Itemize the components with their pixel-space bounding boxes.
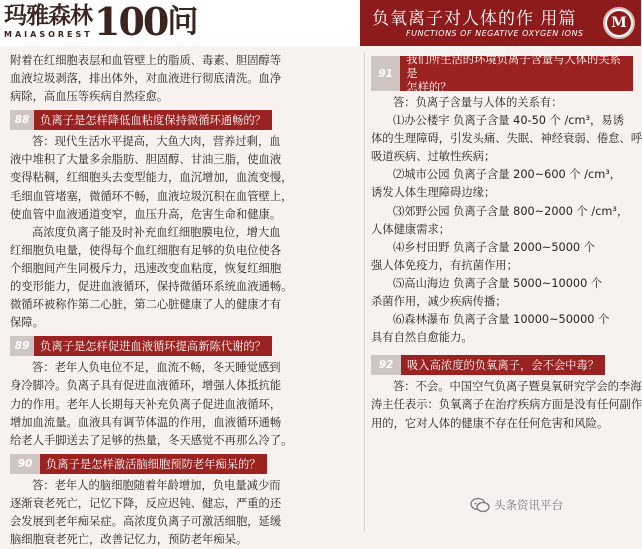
answer-90 [10,477,282,549]
answer-88 [10,133,293,332]
list-item: ⑴办公楼宇 负离子含量 40-50 个 /cm³，易诱 [393,114,624,128]
question-title [400,52,633,94]
list-item: ⑷乡村田野 负离子含量 2000~5000 个 [393,240,596,254]
logo-letter: M [607,11,631,35]
question-title: 负离子是怎样促进血液循环提高新陈代谢的？ [34,336,272,356]
text-line: 答：现代生活水平提高，大鱼大肉，营养过剩，血 [32,135,281,149]
question-title: 负离子是怎样激活脑细胞预防老年痴呆的？ [40,454,267,474]
text-line: 的变形能力，促进血液循环，保持微循环系统血液通畅。 [10,280,293,294]
header-banner [0,0,641,46]
text-line: 给老人手脚送去了足够的热量，冬天感觉不再那么冷了。 [10,433,293,447]
text-line: 使血管中血液通道变窄，血压升高，危害生命和健康。 [10,207,282,221]
text-line: 吸道疾病、过敏性疾病； [371,150,496,164]
text-line: 答：老年人的脑细胞随着年龄增加，负电量减少而 [32,478,281,492]
m-logo-icon [603,7,635,39]
text-line: 身冷脚冷。负离子具有促进血液循环，增强人体抵抗能 [10,379,282,393]
section-subtitle: FUNCTIONS OF NEGATIVE OXYGEN IONS [406,29,584,38]
source-watermark [470,497,563,513]
list-item: ⑵城市公园 负离子含量 200~600 个 /cm³， [393,168,622,182]
text-line: 强人体免疫力，有抗菌作用； [371,258,518,272]
text-line: 病除，高血压等疾病自然痊愈。 [10,90,169,104]
text-line: 微循环被称作第二心脏，第二心脏健康了人的健康才有 [10,298,282,312]
text-line: 具有自然自愈能力。 [371,331,473,345]
left-column [10,52,293,549]
text-line: 脑细胞衰老死亡，改善记忆力，预防老年痴呆。 [10,533,248,547]
text-line: 涛主任表示：负氧离子在治疗疾病方面是没有任何副作 [371,398,642,412]
brand-name-cn: 玛雅森林 [4,2,92,29]
text-line: 答：不会。中国空气负离子暨臭氧研究学会的李海 [393,380,642,394]
text-line: 诱发人体生理障碍边缘； [371,186,496,200]
brand-question: 问 [167,4,199,40]
intro-paragraph [10,52,282,106]
question-header-90 [10,454,272,474]
text-line: 答：老年人负电位不足，血流不畅，冬天睡觉感到 [32,361,281,375]
question-number: 91 [371,56,400,91]
text-line: 增加血流量。血液具有调节体温的作用，血液循环通畅 [10,415,282,429]
text-line: 变得粘稠，红细胞头去变型能力，血沉增加，血流变慢， [10,171,293,185]
question-number: 89 [10,336,34,356]
list-item: ⑶郊野公园 负离子含量 800~2000 个 /cm³， [393,204,629,218]
text-line: 力的作用。老年人长期每天补充负离子促进血液循环， [10,397,282,411]
text-line: 人体健康需求； [371,222,451,236]
text-line: 毛细血管堵塞，微循环不畅，血液垃圾沉积在血管壁上， [10,189,293,203]
text-line: 用的，它对人体的健康不存在任何危害和风险。 [371,416,609,430]
question-title: 吸入高浓度的负氧离子，会不会中毒？ [401,355,605,375]
section-title-band [360,0,641,46]
right-column [371,52,642,433]
question-title: 负离子是怎样降低血粘度保持微循环通畅的？ [34,110,272,130]
text-line: 保障。 [10,316,44,330]
question-header-88 [10,110,272,130]
question-header-92 [371,355,633,375]
answer-intro: 答：负离子含量与人体的关系有： [393,96,563,109]
question-header-89 [10,336,272,356]
text-line: 杀菌作用，减少疾病传播； [371,295,507,309]
answer-92 [371,378,642,432]
list-item: ⑸高山海边 负离子含量 5000~10000 个 [393,276,603,290]
watermark-text: 头条资讯平台 [494,498,563,512]
question-number: 92 [371,355,401,375]
text-line: 会发展到老年痴呆症。高浓度负离子可激活细胞，延缓 [10,514,282,528]
question-number: 90 [10,454,40,474]
question-title-line: 怎样的？ [406,80,452,94]
chat-bubbles-icon [470,497,490,513]
text-line: 逐渐衰老死亡，记忆下降，反应迟钝、健忘，严重的还 [10,496,282,510]
question-number: 88 [10,110,34,130]
section-title: 负氧离子对人体的作 用篇 [372,9,577,29]
list-item: ⑹森林瀑布 负离子含量 10000~50000 个 [393,313,610,327]
brand-name-en: MAIASOREST [4,30,93,39]
text-line: 体的生理障碍，引发头痛、失眠、神经衰弱、倦怠、呼 [371,132,642,146]
text-line: 附着在红细胞表层和血管壁上的脂质、毒素、胆固醇等 [10,54,282,67]
text-line: 血液垃圾剥落，排出体外，对血液进行彻底清洗。血净 [10,72,282,86]
brand-number: 100 [94,0,168,44]
question-title-line: 我们所生活的环境负离子含量与人体的关系是 [406,52,621,80]
question-header-91 [371,52,633,94]
answer-89 [10,359,293,449]
text-line: 液中堆积了大量多余脂肪、胆固醇、甘油三脂，使血液 [10,153,282,167]
text-line: 红细胞负电量，使得每个血红细胞有足够的负电位使各 [10,243,282,257]
text-line: 高浓度负离子能及时补充血红细胞膜电位，增大血 [32,225,281,239]
text-line: 个细胞间产生同极斥力，迅速改变血粘度，恢复红细胞 [10,261,282,275]
brand-logo [4,2,198,42]
answer-91 [371,94,642,347]
column-divider [364,52,365,532]
